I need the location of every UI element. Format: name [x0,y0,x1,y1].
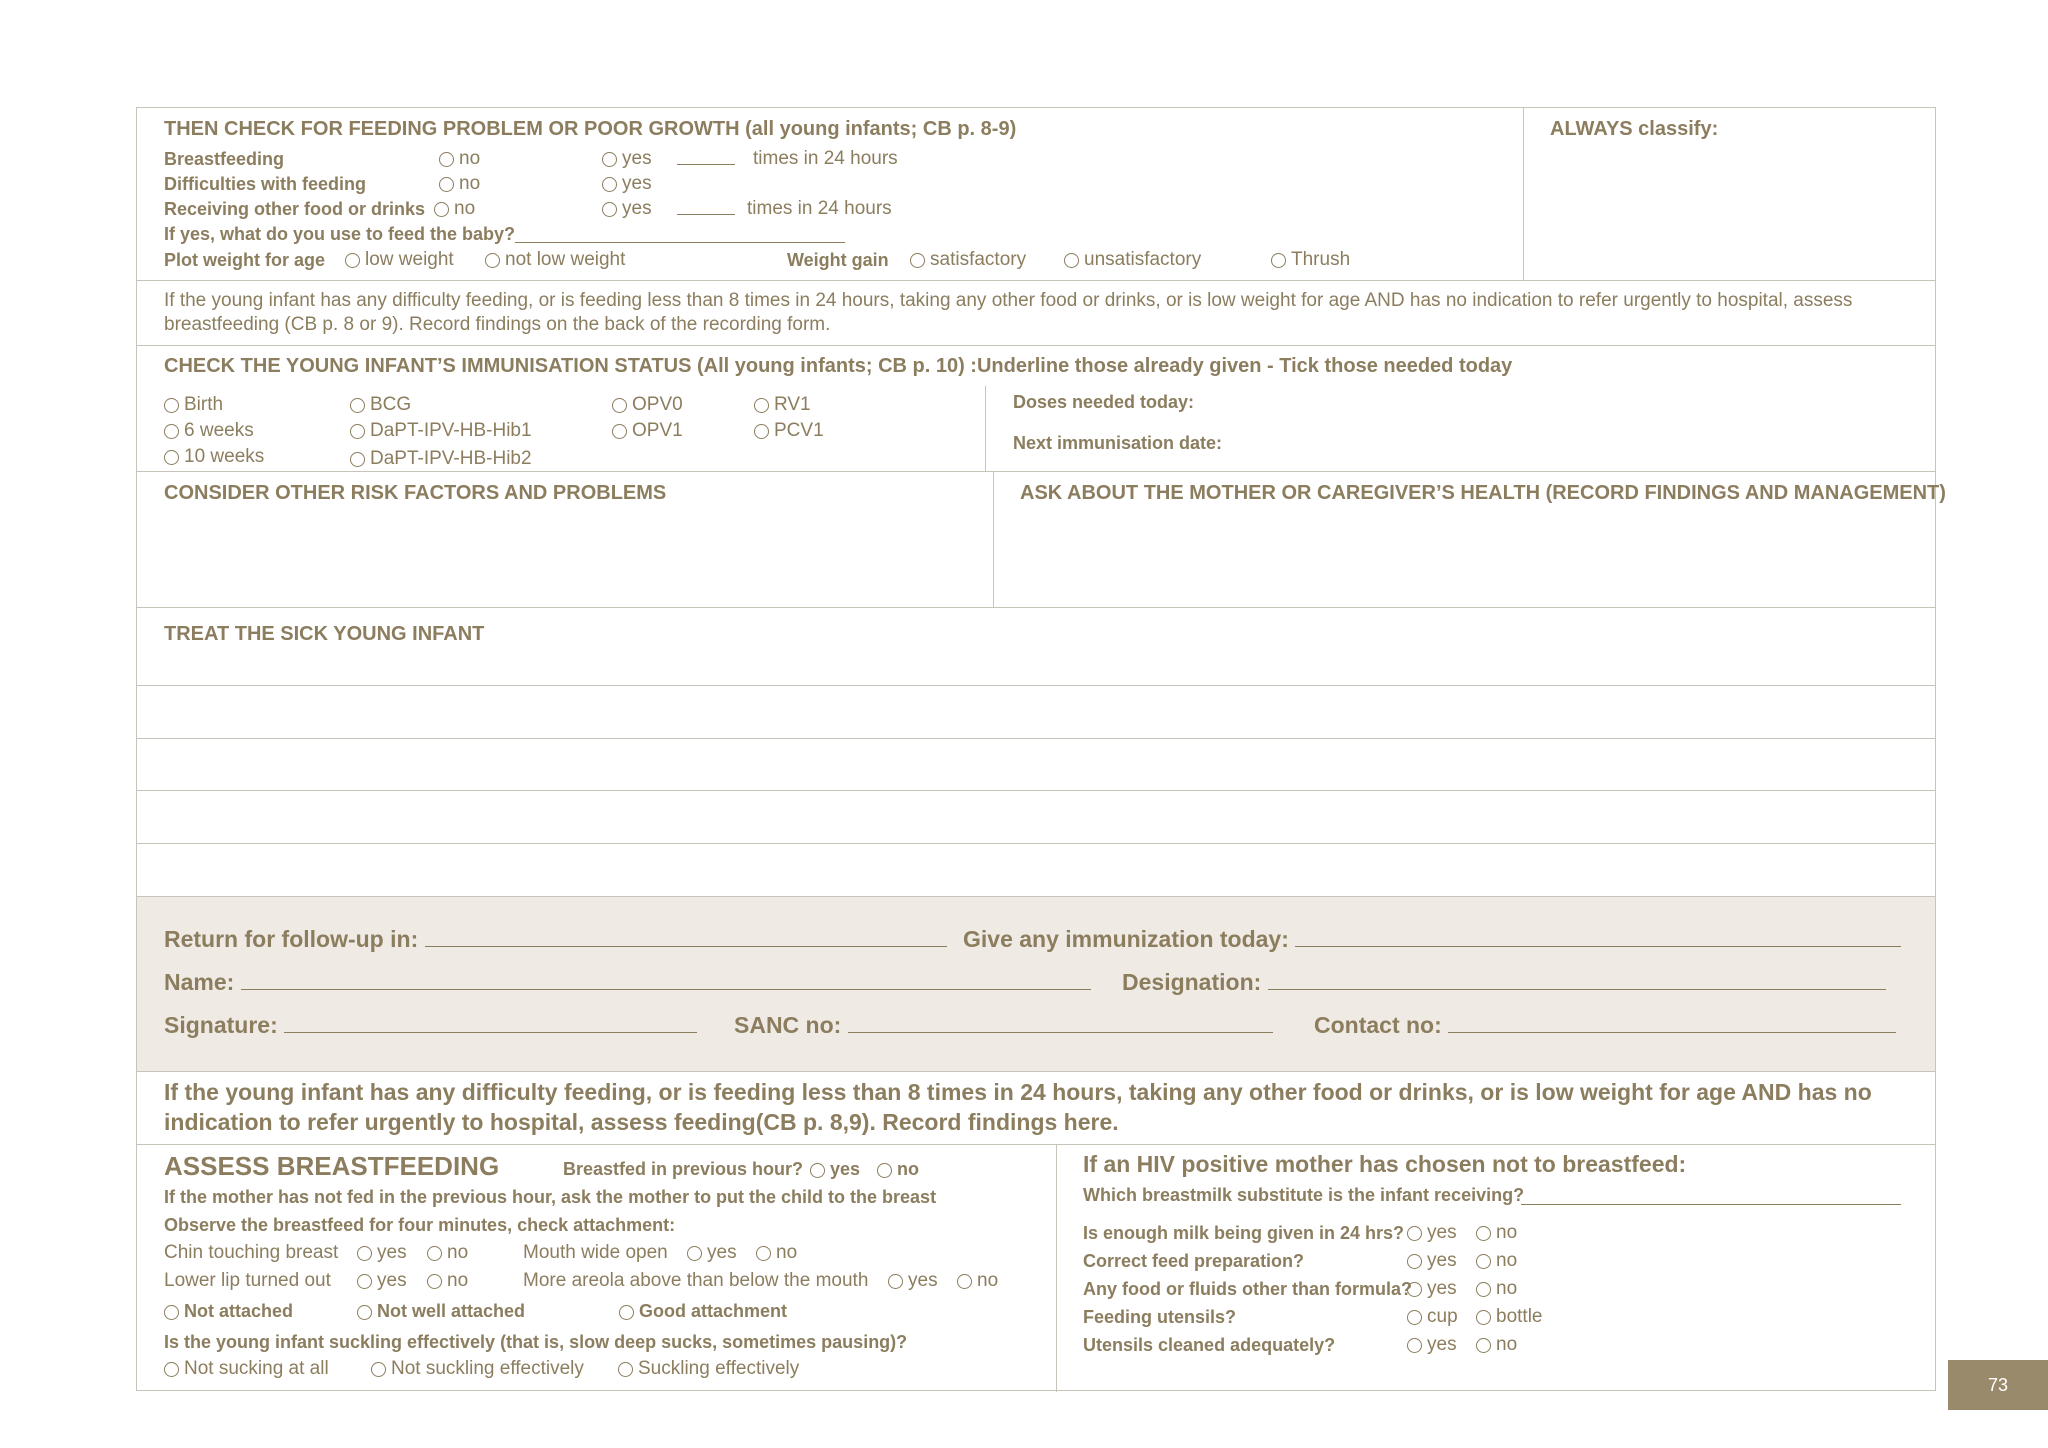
immunisation-title: CHECK THE YOUNG INFANT’S IMMUNISATION STATUS (All young infants; CB p. 10) :Underline those already given - Tick those needed today [164,355,1513,377]
assess-note: breastfeeding (CB p. 8 or 9). Record findings on the back of the recording form. [164,314,831,335]
divider [985,386,986,471]
divider [137,471,1935,472]
enough-yes[interactable]: yes [1407,1222,1457,1244]
contact-line: Contact no: [1314,1012,1896,1039]
radio-icon [434,202,449,217]
cleaned-no[interactable]: no [1476,1334,1517,1356]
10-weeks-radio[interactable]: 10 weeks [164,446,264,468]
radio-icon [1271,253,1286,268]
radio-icon [754,398,769,413]
radio-icon [957,1274,972,1289]
radio-icon [164,1362,179,1377]
sanc-line: SANC no: [734,1012,1273,1039]
return-field[interactable] [425,946,947,947]
prev-hour-yes[interactable]: yes [810,1159,860,1180]
other-fluids-no[interactable]: no [1476,1278,1517,1300]
signature-line: Signature: [164,1012,697,1039]
divider [137,896,1935,897]
substitute-label: Which breastmilk substitute is the infant receiving? [1083,1185,1525,1205]
divider [137,345,1935,346]
radio-icon [164,1305,179,1320]
correct-prep-label: Correct feed preparation? [1083,1251,1305,1271]
divider [137,685,1935,686]
radio-icon [754,424,769,439]
prev-hour-label: Breastfed in previous hour? [563,1159,804,1179]
times-field[interactable] [677,214,735,215]
hiv-title: If an HIV positive mother has chosen not to breastfeed: [1083,1151,1687,1177]
thrush-radio[interactable]: Thrush [1271,249,1350,271]
divider [137,843,1935,844]
opv1-radio[interactable]: OPV1 [612,420,683,442]
immunization-field[interactable] [1295,946,1901,947]
radio-icon [612,424,627,439]
mouth-label: Mouth wide open [523,1242,668,1263]
times-label: times in 24 hours [747,198,892,219]
radio-icon [357,1305,372,1320]
if-yes-label: If yes, what do you use to feed the baby? [164,224,516,244]
radio-icon [164,450,179,465]
radio-icon [619,1305,634,1320]
difficulties-yes[interactable]: yes [602,173,652,195]
feeding-note: If the young infant has any difficulty feeding, or is feeding less than 8 times in 24 hours, taking any other food or drinks, or is low weight for age AND has no [164,1079,1872,1105]
radio-icon [427,1274,442,1289]
correct-no[interactable]: no [1476,1250,1517,1272]
bcg-radio[interactable]: BCG [350,394,411,416]
chin-yes[interactable]: yes [357,1242,407,1264]
birth-radio[interactable]: Birth [164,394,223,416]
radio-icon [357,1246,372,1261]
radio-icon [345,253,360,268]
assess-breastfeeding-title: ASSESS BREASTFEEDING [164,1151,500,1181]
radio-icon [439,152,454,167]
divider [137,1144,1935,1145]
radio-icon [756,1246,771,1261]
opv0-radio[interactable]: OPV0 [612,394,683,416]
instruction-line: If the mother has not fed in the previous hour, ask the mother to put the child to the breast [164,1187,937,1207]
difficulties-label: Difficulties with feeding [164,174,367,194]
mouth-no[interactable]: no [756,1242,797,1264]
not-well-attached-radio[interactable]: Not well attached [357,1301,525,1322]
mouth-yes[interactable]: yes [687,1242,737,1264]
dapt1-radio[interactable]: DaPT-IPV-HB-Hib1 [350,420,532,442]
radio-icon [357,1274,372,1289]
6-weeks-radio[interactable]: 6 weeks [164,420,254,442]
feed-method-field[interactable] [515,242,845,243]
cup-radio[interactable]: cup [1407,1306,1458,1328]
enough-no[interactable]: no [1476,1222,1517,1244]
enough-milk-label: Is enough milk being given in 24 hrs? [1083,1223,1405,1243]
correct-yes[interactable]: yes [1407,1250,1457,1272]
prev-hour-no[interactable]: no [877,1159,919,1180]
mother-health-title: ASK ABOUT THE MOTHER OR CAREGIVER’S HEALTH (RECORD FINDINGS AND MANAGEMENT) [1020,482,1946,504]
difficulties-no[interactable]: no [439,173,480,195]
other-food-yes[interactable]: yes [602,198,652,220]
cleaned-label: Utensils cleaned adequately? [1083,1335,1336,1355]
lip-no[interactable]: no [427,1270,468,1292]
not-suckling-radio[interactable]: Not suckling effectively [371,1358,584,1380]
not-attached-radio[interactable]: Not attached [164,1301,293,1322]
radio-icon [1064,253,1079,268]
designation-field[interactable] [1268,989,1886,990]
designation-line: Designation: [1122,969,1886,996]
cleaned-yes[interactable]: yes [1407,1334,1457,1356]
return-follow-up: Return for follow-up in: [164,926,947,953]
lip-label: Lower lip turned out [164,1270,331,1291]
low-weight-radio[interactable]: low weight [345,249,454,271]
breastfeeding-label: Breastfeeding [164,149,285,169]
areola-no[interactable]: no [957,1270,998,1292]
chin-label: Chin touching breast [164,1242,339,1263]
radio-icon [439,177,454,192]
suckling-question: Is the young infant suckling effectively (that is, slow deep sucks, sometimes pausing)? [164,1332,908,1352]
radio-icon [1476,1282,1491,1297]
sanc-field[interactable] [848,1032,1273,1033]
radio-icon [602,152,617,167]
radio-icon [1407,1310,1422,1325]
radio-icon [164,398,179,413]
divider [993,471,994,607]
not-low-weight-radio[interactable]: not low weight [485,249,625,271]
recording-form [136,107,1946,1391]
radio-icon [687,1246,702,1261]
divider [137,280,1935,281]
radio-icon [602,202,617,217]
divider [137,738,1935,739]
name-field[interactable] [241,989,1091,990]
radio-icon [1476,1310,1491,1325]
page-number: 73 [1948,1360,2048,1410]
radio-icon [1407,1338,1422,1353]
breastfeeding-no[interactable]: no [439,148,480,170]
times-label: times in 24 hours [753,148,898,169]
radio-icon [910,253,925,268]
areola-yes[interactable]: yes [888,1270,938,1292]
divider [1056,1144,1057,1392]
lip-yes[interactable]: yes [357,1270,407,1292]
divider [137,1071,1935,1072]
breastfeeding-yes[interactable]: yes [602,148,652,170]
radio-icon [1476,1254,1491,1269]
chin-no[interactable]: no [427,1242,468,1264]
radio-icon [371,1362,386,1377]
radio-icon [1476,1226,1491,1241]
pcv1-radio[interactable]: PCV1 [754,420,824,442]
suckling-radio[interactable]: Suckling effectively [618,1358,799,1380]
doses-label: Doses needed today: [1013,392,1195,412]
radio-icon [1407,1226,1422,1241]
other-fluids-label: Any food or fluids other than formula? [1083,1279,1412,1299]
radio-icon [350,424,365,439]
unsatisfactory-radio[interactable]: unsatisfactory [1064,249,1201,271]
radio-icon [888,1274,903,1289]
divider [137,790,1935,791]
radio-icon [427,1246,442,1261]
classify-label: ALWAYS classify: [1550,118,1719,140]
name-line: Name: [164,969,1091,996]
signature-field[interactable] [284,1032,697,1033]
treat-title: TREAT THE SICK YOUNG INFANT [164,623,485,645]
rv1-radio[interactable]: RV1 [754,394,811,416]
contact-field[interactable] [1448,1032,1896,1033]
radio-icon [164,424,179,439]
radio-icon [1407,1282,1422,1297]
risk-factors-title: CONSIDER OTHER RISK FACTORS AND PROBLEMS [164,482,667,504]
other-fluids-yes[interactable]: yes [1407,1278,1457,1300]
feeding-title: THEN CHECK FOR FEEDING PROBLEM OR POOR GROWTH (all young infants; CB p. 8-9) [164,118,1017,140]
other-food-label: Receiving other food or drinks [164,199,426,219]
radio-icon [810,1163,825,1178]
immunization-today: Give any immunization today: [963,926,1901,953]
next-date-label: Next immunisation date: [1013,433,1223,453]
bottle-radio[interactable]: bottle [1476,1306,1542,1328]
radio-icon [350,398,365,413]
radio-icon [350,452,365,467]
radio-icon [877,1163,892,1178]
plot-weight-label: Plot weight for age [164,250,326,270]
divider [137,607,1935,608]
dapt2-radio[interactable]: DaPT-IPV-HB-Hib2 [350,448,532,470]
utensils-label: Feeding utensils? [1083,1307,1237,1327]
not-sucking-radio[interactable]: Not sucking at all [164,1358,329,1380]
assess-note: If the young infant has any difficulty feeding, or is feeding less than 8 times in 24 hours, taking any other food or drinks, or is low weight for age AND has no indication to refer urgently to hospital, assess [164,290,1853,311]
divider [1523,108,1524,280]
radio-icon [612,398,627,413]
radio-icon [485,253,500,268]
radio-icon [1476,1338,1491,1353]
radio-icon [618,1362,633,1377]
instruction-line: Observe the breastfeed for four minutes, check attachment: [164,1215,676,1235]
good-attachment-radio[interactable]: Good attachment [619,1301,787,1322]
other-food-no[interactable]: no [434,198,475,220]
radio-icon [602,177,617,192]
radio-icon [1407,1254,1422,1269]
areola-label: More areola above than below the mouth [523,1270,869,1291]
satisfactory-radio[interactable]: satisfactory [910,249,1026,271]
times-field[interactable] [677,164,735,165]
substitute-field[interactable] [1521,1204,1901,1205]
weight-gain-label: Weight gain [787,250,889,270]
feeding-note: indication to refer urgently to hospital, assess feeding(CB p. 8,9). Record findings here. [164,1109,1119,1135]
